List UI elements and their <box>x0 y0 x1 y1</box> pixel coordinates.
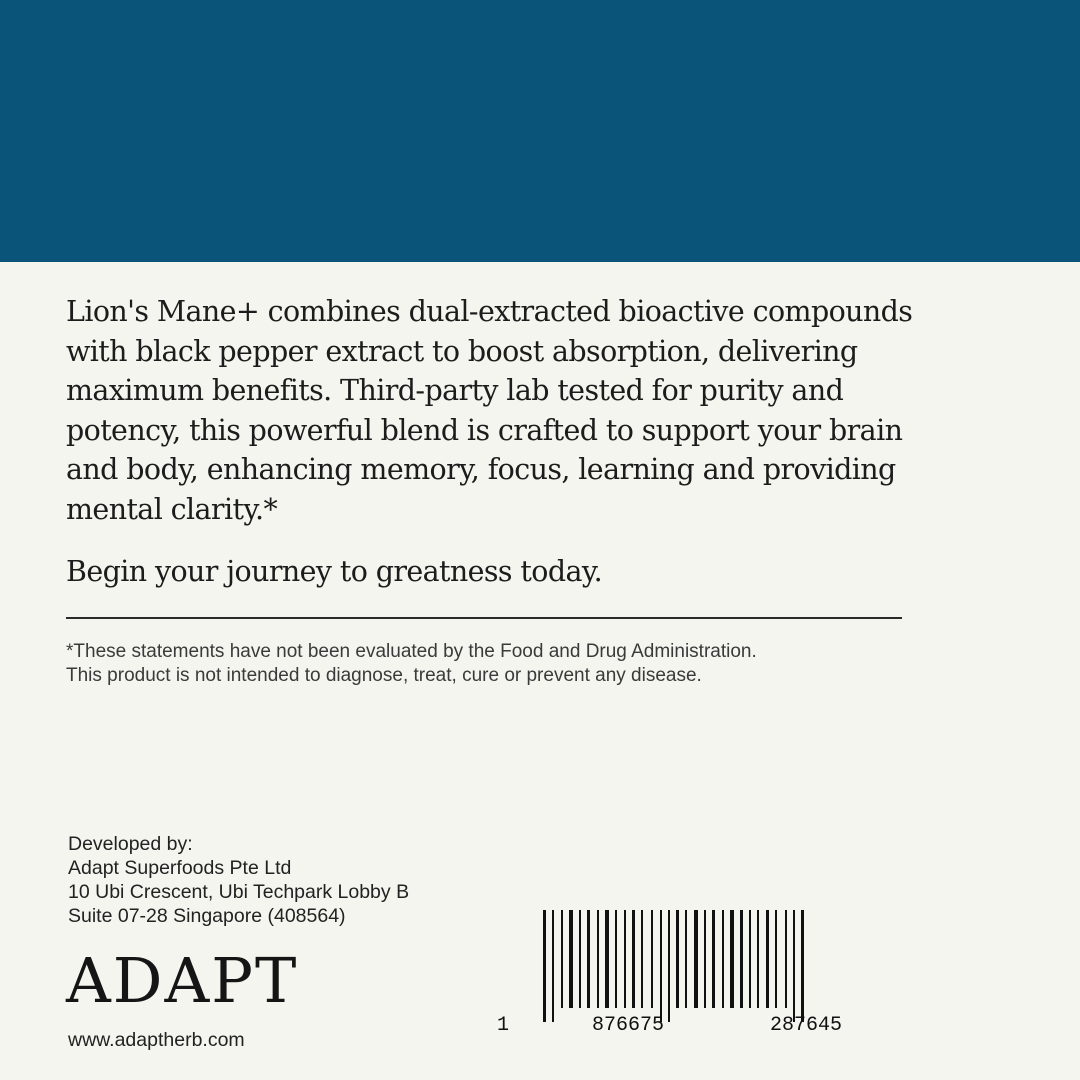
barcode-lead-digit: 1 <box>497 1014 510 1037</box>
disclaimer-line-1: *These statements have not been evaluated by the Food and Drug Administration. <box>66 641 757 662</box>
barcode-bar <box>757 910 759 1008</box>
barcode-bar <box>730 910 734 1008</box>
barcode-bar <box>597 910 599 1008</box>
barcode-bar <box>801 910 804 1022</box>
barcode-bar <box>749 910 751 1008</box>
developer-info <box>68 832 409 928</box>
barcode-bar <box>543 910 546 1022</box>
barcode-bar <box>632 910 635 1008</box>
barcode-bar <box>605 910 609 1008</box>
adapt-logo: ADAPT <box>66 944 299 1017</box>
barcode <box>495 908 915 1043</box>
barcode-bar <box>712 910 715 1008</box>
barcode-bar <box>615 910 617 1008</box>
barcode-bar <box>785 910 787 1008</box>
barcode-bar <box>685 910 687 1008</box>
developer-heading: Developed by: <box>68 833 193 855</box>
product-tagline: Begin your journey to greatness today. <box>66 555 603 588</box>
developer-address-line-2: Suite 07-28 Singapore (408564) <box>68 905 346 927</box>
barcode-bar <box>676 910 679 1008</box>
fda-disclaimer <box>66 640 906 688</box>
barcode-bar <box>704 910 706 1008</box>
barcode-bar <box>775 910 777 1008</box>
barcode-bar <box>561 910 563 1008</box>
barcode-right-digits: 287645 <box>770 1014 843 1037</box>
barcode-bar <box>569 910 573 1008</box>
barcode-bars <box>495 908 915 1023</box>
barcode-bar <box>793 910 795 1022</box>
barcode-bar <box>694 910 698 1008</box>
barcode-left-digits: 876675 <box>592 1014 665 1037</box>
barcode-bar <box>552 910 554 1022</box>
barcode-bar <box>766 910 769 1008</box>
developer-address-line-1: 10 Ubi Crescent, Ubi Techpark Lobby B <box>68 881 410 903</box>
developer-company: Adapt Superfoods Pte Ltd <box>68 857 292 879</box>
disclaimer-line-2: This product is not intended to diagnose, treat, cure or prevent any disease. <box>66 665 702 686</box>
divider <box>66 617 902 619</box>
barcode-bar <box>579 910 581 1008</box>
barcode-bar <box>587 910 590 1008</box>
product-description: Lion's Mane+ combines dual-extracted bioactive compounds with black pepper extract to boost absorption, delivering maximum benefits. Third-party lab tested for purity and potency, this powerful blend is crafted to support your brain and body, enhancing memory, focus, learning and providing mental clarity.* <box>66 295 913 526</box>
barcode-bar <box>740 910 743 1008</box>
website-link[interactable]: www.adaptherb.com <box>68 1029 245 1051</box>
barcode-bar <box>641 910 643 1008</box>
barcode-bar <box>624 910 626 1008</box>
barcode-bar <box>668 910 670 1022</box>
header-color-band <box>0 0 1080 262</box>
barcode-bar <box>722 910 724 1008</box>
barcode-bar <box>651 910 653 1008</box>
barcode-bar <box>660 910 662 1022</box>
